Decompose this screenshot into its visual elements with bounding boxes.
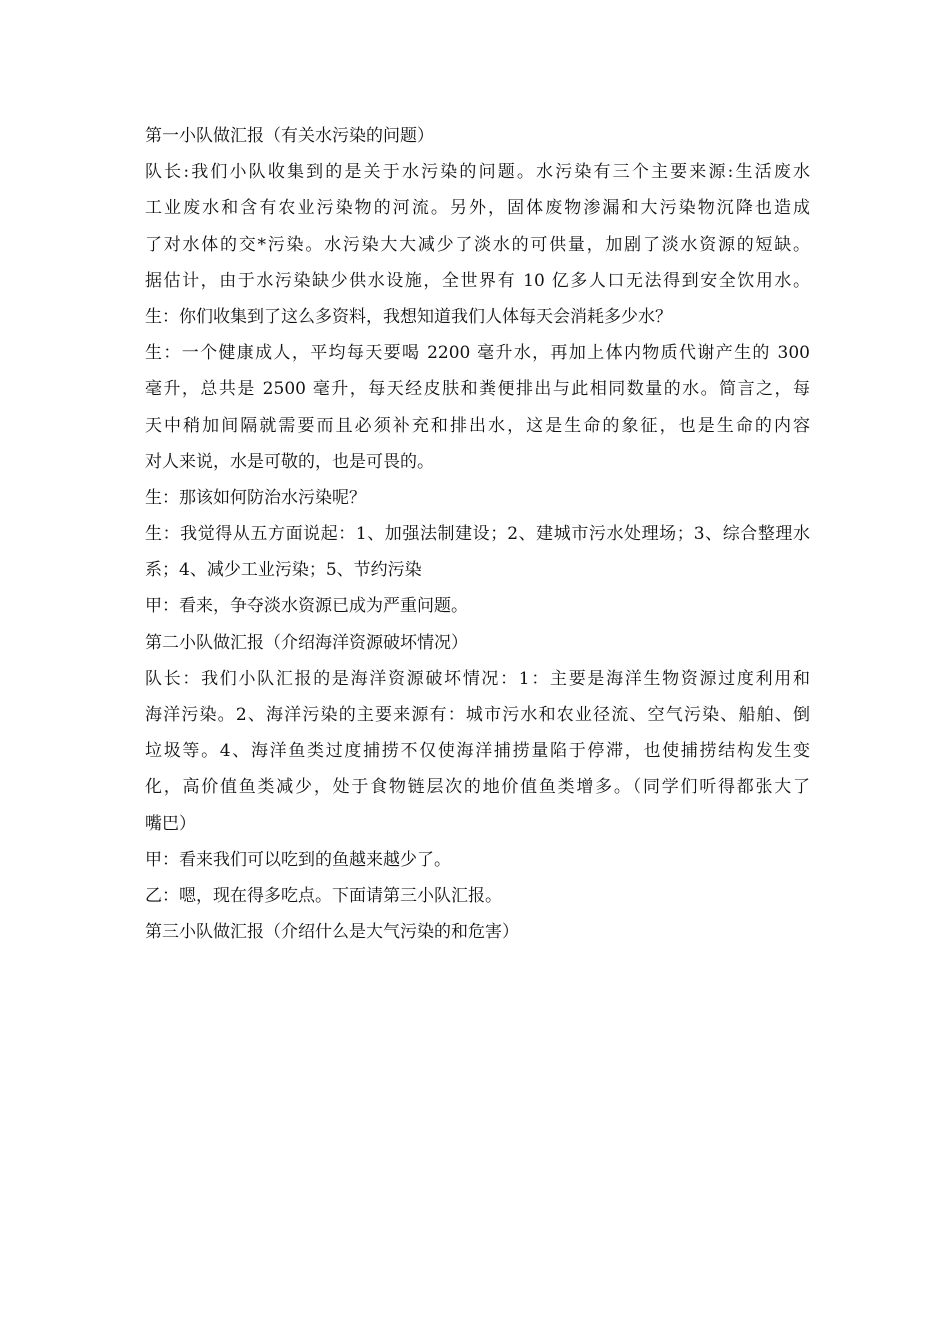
text-line: 生：你们收集到了这么多资料，我想知道我们人体每天会消耗多少水？ bbox=[145, 306, 672, 327]
text-line: 毫升，总共是 2500 毫升，每天经皮肤和粪便排出与此相同数量的水。简言之，每 bbox=[145, 379, 810, 400]
text-line: 第一小队做汇报（有关水污染的问题） bbox=[145, 126, 434, 146]
text-line: 了对水体的交*污染。水污染大大减少了淡水的可供量，加剧了淡水资源的短缺。 bbox=[145, 234, 810, 255]
text-line: 第二小队做汇报（介绍海洋资源破坏情况） bbox=[145, 632, 468, 653]
text-line: 甲：看来，争夺淡水资源已成为严重问题。 bbox=[145, 596, 468, 617]
text-line: 队长：我们小队汇报的是海洋资源破坏情况：1：主要是海洋生物资源过度利用和 bbox=[145, 668, 810, 689]
text-line: 据估计，由于水污染缺少供水设施，全世界有 10 亿多人口无法得到安全饮用水。 bbox=[145, 270, 810, 291]
text-line: 化，高价值鱼类减少，处于食物链层次的地价值鱼类增多。（同学们听得都张大了 bbox=[145, 777, 810, 798]
text-line: 天中稍加间隔就需要而且必须补充和排出水，这是生命的象征，也是生命的内容 bbox=[145, 415, 810, 436]
document-body bbox=[145, 118, 810, 950]
text-line: 海洋污染。2、海洋污染的主要来源有：城市污水和农业径流、空气污染、船舶、倒 bbox=[145, 705, 810, 725]
text-line: 队长:我们小队收集到的是关于水污染的问题。水污染有三个主要来源:生活废水 bbox=[145, 162, 810, 183]
text-line: 生：那该如何防治水污染呢？ bbox=[145, 487, 366, 508]
text-line: 甲：看来我们可以吃到的鱼越来越少了。 bbox=[145, 849, 451, 870]
text-line: 乙：嗯，现在得多吃点。下面请第三小队汇报。 bbox=[145, 885, 502, 906]
text-line: 垃圾等。4、海洋鱼类过度捕捞不仅使海洋捕捞量陷于停滞，也使捕捞结构发生变 bbox=[145, 741, 810, 762]
text-line: 嘴巴） bbox=[145, 813, 196, 834]
text-line: 对人来说，水是可敬的，也是可畏的。 bbox=[145, 451, 434, 472]
text-line: 生：一个健康成人，平均每天要喝 2200 毫升水，再加上体内物质代谢产生的 300 bbox=[145, 343, 810, 364]
text-line: 系；4、减少工业污染；5、节约污染 bbox=[145, 560, 422, 581]
text-line: 工业废水和含有农业污染物的河流。另外，固体废物渗漏和大污染物沉降也造成 bbox=[145, 198, 810, 219]
text-line: 生：我觉得从五方面说起：1、加强法制建设；2、建城市污水处理场；3、综合整理水 bbox=[145, 524, 810, 545]
text-line: 第三小队做汇报（介绍什么是大气污染的和危害） bbox=[145, 922, 519, 943]
